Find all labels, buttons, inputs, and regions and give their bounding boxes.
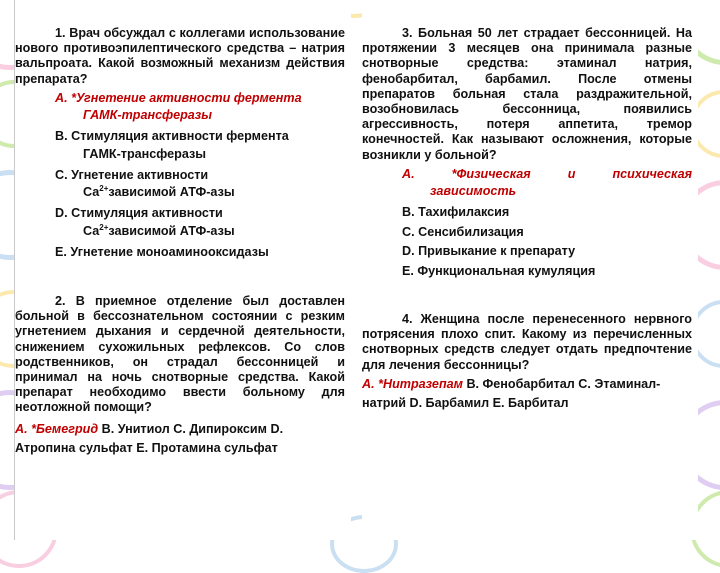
question-4-text: 4. Женщина после перенесенного нервного потрясения плохо спит. Какому из перечисленных снотворных средств следует отдать предпочтение для лечения бессонницы?: [362, 312, 692, 372]
answer-1d: D. Стимуляция активности: [55, 206, 223, 221]
question-4-answers: [362, 375, 692, 414]
answer-1c-post: зависимой АТФ-азы: [108, 185, 235, 200]
right-column: [362, 0, 698, 540]
answer-2b: B. Унитиол: [101, 421, 170, 436]
answer-1b-cont: ГАМК-трансферазы: [83, 146, 207, 161]
answer-1c-sup: 2+: [99, 184, 109, 194]
answer-1d-pre: Са: [83, 223, 100, 238]
answer-1c-cont: [15, 185, 345, 200]
answer-2c: C. Дипироксим: [173, 421, 267, 436]
answer-1c: C. Угнетение активности: [55, 167, 209, 182]
answer-3c: C. Сенсибилизация: [402, 224, 524, 239]
answer-2a: A. *Бемегрид: [15, 421, 99, 436]
answer-3b: B. Тахифилаксия: [402, 205, 510, 220]
answer-4a: A. *Нитразепам: [362, 376, 463, 391]
answer-3a: A. *Физическая и психическая: [402, 166, 692, 181]
answer-1a-cont: ГАМК-трансферазы: [83, 108, 212, 123]
answer-3a-cont: зависимость: [430, 184, 517, 199]
question-2-text: 2. В приемное отделение был доставлен больной в бессознательном состоянии с резким угнетением дыхания и сердечной деятельности, снижением сухожильных рефлексов. Со слов родственников, он страдал бессонницей и принимал на ночь снотворные средства. Какой препарат необходимо ввести больному для неотложной помощи?: [15, 294, 345, 415]
answer-3d: D. Привыкание к препарату: [402, 244, 576, 259]
answer-4b: B. Фенобарбитал: [466, 376, 575, 391]
answer-1d-sup: 2+: [99, 222, 109, 232]
answer-4d: D. Барбамил: [409, 396, 490, 411]
question-4: [362, 312, 692, 414]
question-1: [15, 26, 345, 262]
question-1-answers: [15, 89, 345, 263]
question-2-answers: [15, 420, 345, 459]
answer-2d: D. Атропина сульфат: [15, 421, 284, 456]
question-3-answers: [362, 165, 692, 282]
answer-3e: E. Функциональная кумуляция: [402, 263, 596, 278]
answer-1d-cont: [15, 224, 345, 239]
answer-4c: C. Этаминал-натрий: [362, 376, 661, 411]
answer-1c-pre: Са: [83, 185, 100, 200]
question-1-text: 1. Врач обсуждал с коллегами использование нового противоэпилептического средства – натрия вальпроата. Какой возможный механизм действия препарата?: [15, 26, 345, 86]
answer-2e: E. Протамина сульфат: [136, 441, 278, 456]
question-3-text: 3. Больная 50 лет страдает бессонницей. На протяжении 3 месяцев она принимала разные снотворные средства: этаминал натрия, фенобарбитал, барбамил. После отмены препаратов больная стала раздражительной, возобновилась бессонница, появились агрессивность, потеря аппетита, тремор конечностей. Как называют осложнения, которые возникли у больной?: [362, 26, 692, 162]
answer-1a: A. *Угнетение активности фермента: [55, 90, 302, 105]
answer-1d-post: зависимой АТФ-азы: [108, 223, 235, 238]
question-2: [15, 294, 345, 459]
question-3: [362, 26, 692, 281]
answer-1b: B. Стимуляция активности фермента: [55, 129, 289, 144]
left-column: [14, 0, 351, 540]
answer-1e: E. Угнетение моноаминооксидазы: [55, 244, 269, 259]
answer-4e: E. Барбитал: [492, 396, 569, 411]
